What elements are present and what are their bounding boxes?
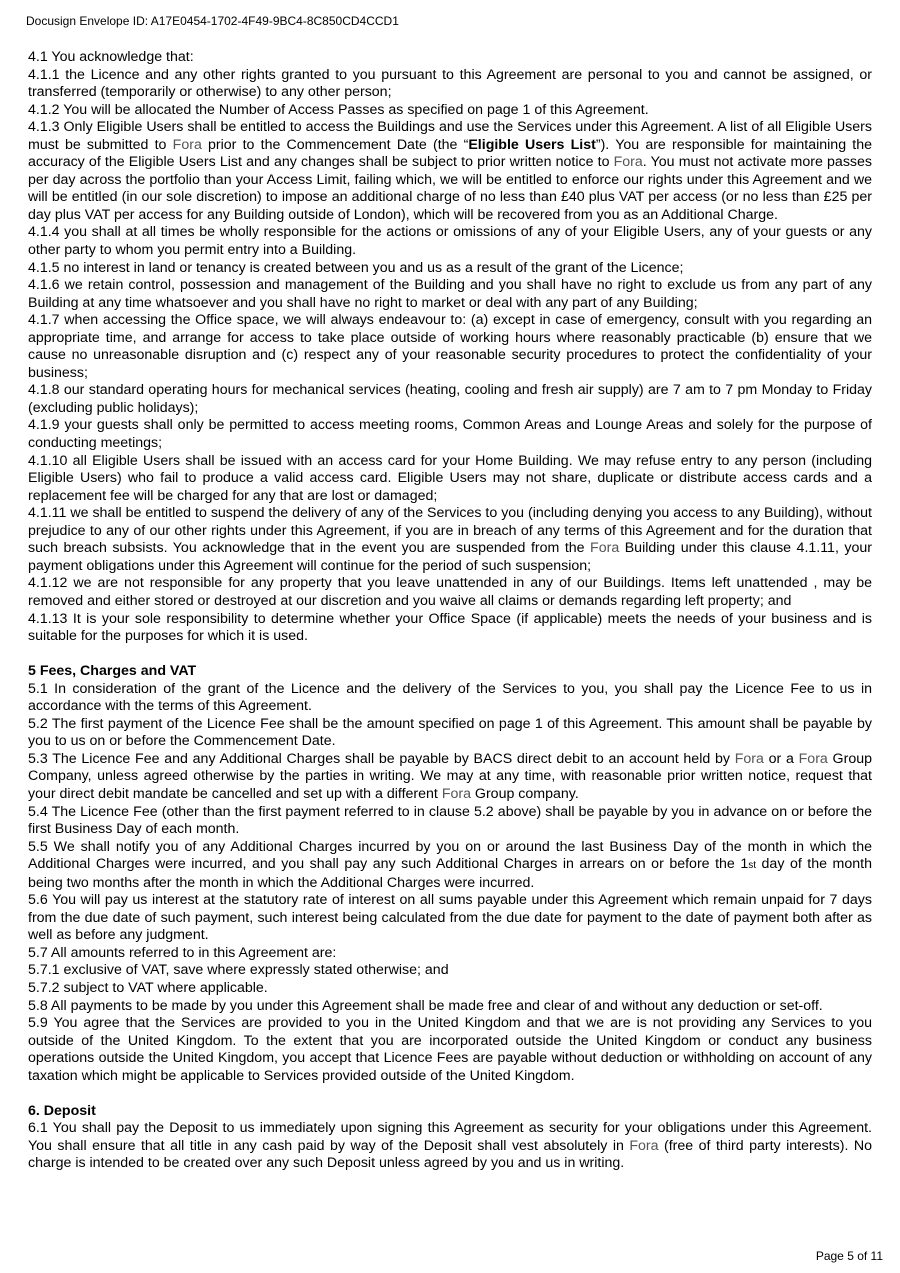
clause-text: Group Company, unless agreed otherwise by the parties in writing. We may at any time, with reasonable prior written notice, request that your direct debit mandate be cancelled and set up with a different <box>28 750 872 802</box>
clause-text: Building under this clause 4.1.11, your payment obligations under this Agreement will continue for the period of such suspension; <box>28 540 872 574</box>
section-spacer <box>28 646 872 664</box>
clause-text: 4.1.11 we shall be entitled to suspend the delivery of any of the Services to you (including denying you access to any Building), without prejudice to any of our other rights under this Agreement, if you are in breach of any terms of this Agreement and for the duration that such breach subsists. You acknowledge that in the event you are suspended from the <box>28 505 872 557</box>
clause-5-9: 5.9 You agree that the Services are provided to you in the United Kingdom and that we are is not providing any Services to you outside of the United Kingdom. To the extent that you are incorporated outside the United Kingdom or conduct any business operations outside the United Kingdom, you accept that Licence Fees are payable without deduction or withholding on account of any taxation which might be applicable to Services provided outside of the United Kingdom. <box>28 1015 872 1084</box>
clause-4-1-12: 4.1.12 we are not responsible for any property that you leave unattended in any of our Buildings. Items left unattended , may be removed and either stored or destroyed at our discretion and you waive all claims or demands regarding left property; and <box>28 575 872 609</box>
clause-4-1: 4.1 You acknowledge that: <box>28 49 194 65</box>
clause-text: ”). You are responsible for maintaining the accuracy of the Eligible Users List and any changes shall be subject to prior written notice to <box>28 136 873 171</box>
fora-name: Fora <box>590 540 620 557</box>
clause-text: prior to the Commencement Date (the “ <box>201 136 469 153</box>
clause-4-1-9: 4.1.9 your guests shall only be permitted to access meeting rooms, Common Areas and Lounge Areas and solely for the purpose of conducting meetings; <box>28 417 872 452</box>
clause-4-1-3 <box>28 119 872 224</box>
clause-4-1-8: 4.1.8 our standard operating hours for mechanical services (heating, cooling and fresh air supply) are 7 am to 7 pm Monday to Friday (excluding public holidays); <box>28 382 872 416</box>
defined-term: Eligible Users List <box>468 136 596 153</box>
clause-5-7: 5.7 All amounts referred to in this Agreement are: <box>28 944 337 961</box>
fora-name: Fora <box>613 154 643 171</box>
clause-text: 4.1.3 Only Eligible Users shall be entitled to access the Buildings and use the Services under this Agreement. A list of all Eligible Users must be submitted to <box>28 119 872 153</box>
clause-text: 5.3 The Licence Fee and any Additional Charges shall be payable by BACS direct debit to an account held by <box>28 750 735 767</box>
fora-name: Fora <box>734 750 764 767</box>
clause-4-1-5: 4.1.5 no interest in land or tenancy is created between you and us as a result of the grant of the Licence; <box>28 259 684 276</box>
clause-5-4: 5.4 The Licence Fee (other than the first payment referred to in clause 5.2 above) shall be payable by you in advance on or before the first Business Day of each month. <box>28 803 872 838</box>
fora-name: Fora <box>798 750 828 767</box>
clause-4-1-13: 4.1.13 It is your sole responsibility to determine whether your Office Space (if applicable) meets the needs of your business and is suitable for the purposes for which it is used. <box>28 610 872 645</box>
page-number: Page 5 of 11 <box>815 1249 883 1263</box>
clause-5-6: 5.6 You will pay us interest at the statutory rate of interest on all sums payable under this Agreement which remain unpaid for 7 days from the due date of such payment, such interest being calculated from the due date for payment to the date of payment both after as well as before any judgment. <box>28 892 872 944</box>
docusign-envelope-id: Docusign Envelope ID: A17E0454-1702-4F49-9BC4-8C850CD4CCD1 <box>26 14 399 28</box>
clause-4-1-6: 4.1.6 we retain control, possession and management of the Building and you shall have no right to exclude us from any part of any Building at any time whatsoever and you shall have no right to market or deal with any part of any Building; <box>28 277 872 311</box>
clause-4-1-2: 4.1.2 You will be allocated the Number of Access Passes as specified on page 1 of this Agreement. <box>28 101 649 118</box>
clause-5-3 <box>28 751 872 804</box>
clause-4-1-1: 4.1.1 the Licence and any other rights granted to you pursuant to this Agreement are personal to you and cannot be assigned, or transferred (temporarily or otherwise) to any other person; <box>28 66 872 101</box>
clause-text: 5.5 We shall notify you of any Additional Charges incurred by you on or around the last Business Day of the month in which the Additional Charges were incurred, and you shall pay any such Additional Charges in arrears on or before the 1 <box>28 838 872 873</box>
clause-5-2: 5.2 The first payment of the Licence Fee shall be the amount specified on page 1 of this Agreement. This amount shall be payable by you to us on or before the Commencement Date. <box>28 715 872 750</box>
clause-5-7-1: 5.7.1 exclusive of VAT, save where expressly stated otherwise; and <box>28 962 449 979</box>
document-body <box>28 49 872 1173</box>
section-spacer <box>28 1085 872 1103</box>
clause-4-1-4: 4.1.4 you shall at all times be wholly responsible for the actions or omissions of any of your Eligible Users, any of your guests or any other party to whom you permit entry into a Building. <box>28 224 872 259</box>
clause-5-1: 5.1 In consideration of the grant of the Licence and the delivery of the Services to you, you shall pay the Licence Fee to us in accordance with the terms of this Agreement. <box>28 680 872 715</box>
clause-text: or a <box>763 750 799 767</box>
section-6-heading: 6. Deposit <box>28 1102 96 1119</box>
clause-text: day of the month being two months after the month in which the Additional Charges were incurred. <box>28 856 872 891</box>
fora-name: Fora <box>441 785 471 802</box>
clause-5-5 <box>28 839 872 893</box>
clause-5-8: 5.8 All payments to be made by you under this Agreement shall be made free and clear of and without any deduction or set-off. <box>28 997 823 1014</box>
clause-5-7-2: 5.7.2 subject to VAT where applicable. <box>28 979 268 996</box>
clause-text: (free of third party interests). No charge is intended to be created over any such Deposit unless agreed by you and us in writing. <box>28 1137 873 1172</box>
fora-name: Fora <box>629 1137 659 1154</box>
clause-text: Group company. <box>470 785 579 802</box>
clause-text: . You must not activate more passes per day across the portfolio than your Access Limit, failing which, we will be entitled to enforce our rights under this Agreement and we will be entitled (in our sole discretion) to impose an additional charge of no less than £40 plus VAT per access (or no less than £25 per day plus VAT per access for any Building outside of London), which will be recovered from you as an Additional Charge. <box>28 154 872 223</box>
ordinal-suffix: st <box>748 860 757 872</box>
clause-4-1-11 <box>28 505 872 575</box>
fora-name: Fora <box>172 136 202 153</box>
clause-text: 6.1 You shall pay the Deposit to us immediately upon signing this Agreement as security for your obligations under this Agreement. You shall ensure that all title in any cash paid by way of the Deposit shall vest absolutely in <box>28 1120 872 1154</box>
clause-6-1 <box>28 1120 872 1173</box>
section-5-heading: 5 Fees, Charges and VAT <box>28 663 197 680</box>
clause-4-1-10: 4.1.10 all Eligible Users shall be issued with an access card for your Home Building. We may refuse entry to any person (including Eligible Users) who fail to produce a valid access card. Eligible Users may not share, duplicate or distribute access cards and a replacement fee will be charged for any that are lost or damaged; <box>28 452 872 504</box>
clause-4-1-7: 4.1.7 when accessing the Office space, we will always endeavour to: (a) except in case of emergency, consult with you regarding an appropriate time, and arrange for access to take place outside of working hours where reasonably practicable (b) ensure that we cause no unreasonable disruption and (c) respect any of your reasonable security procedures to protect the confidentiality of your business; <box>28 312 872 381</box>
